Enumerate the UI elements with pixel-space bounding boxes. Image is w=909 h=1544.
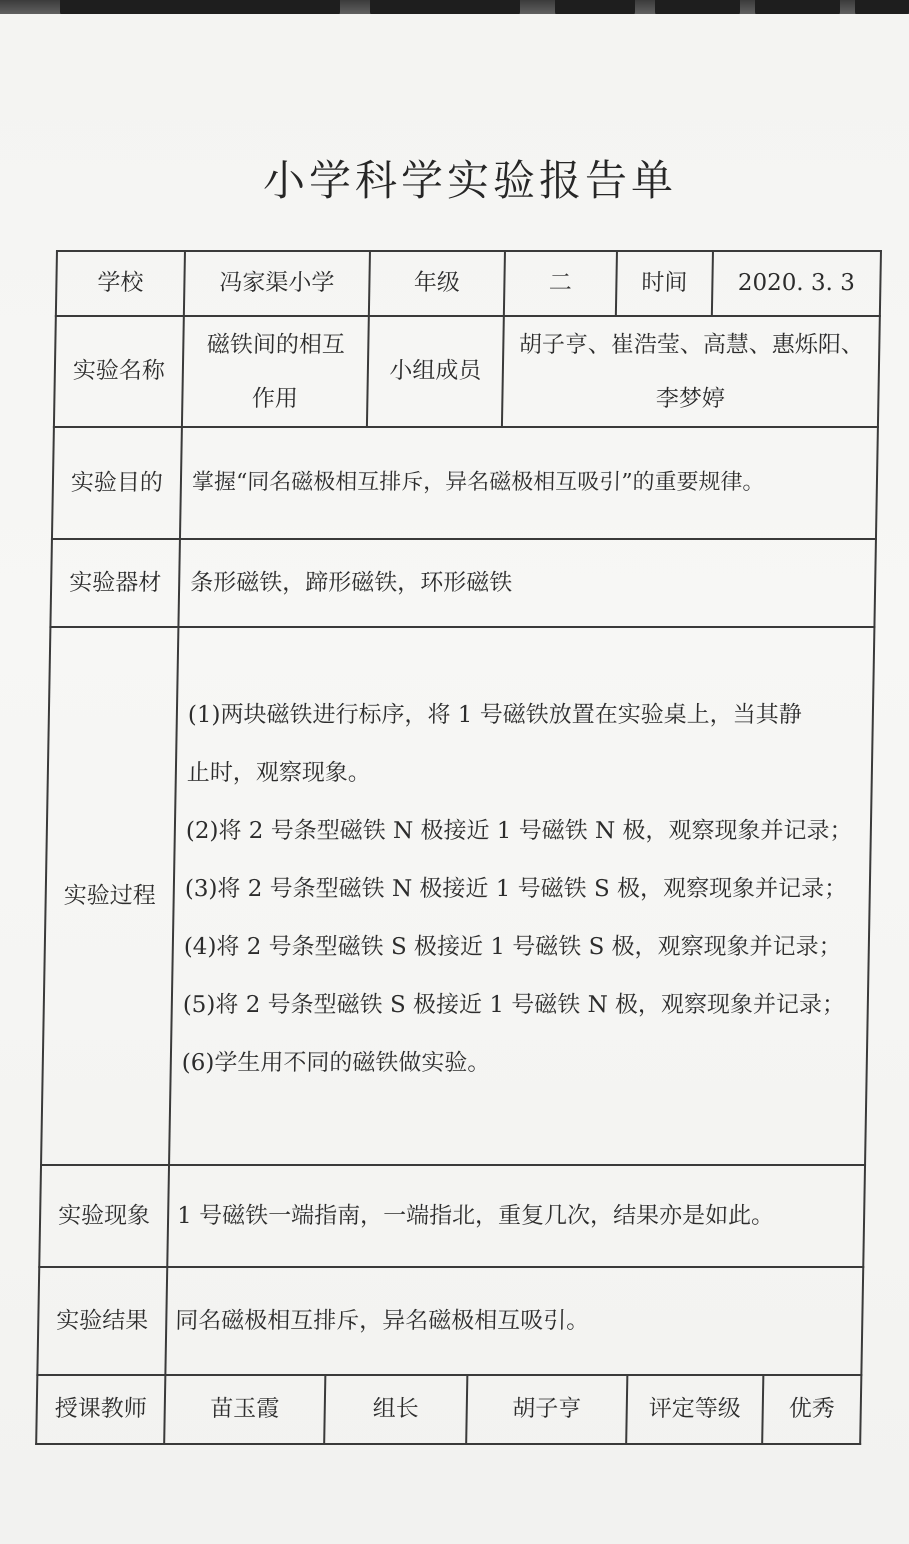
teacher-value: 苗玉霞 [210,1396,280,1423]
process-step: (6)学生用不同的磁铁做实验。 [181,1050,491,1076]
process-step: (2)将 2 号条型磁铁 N 极接近 1 号磁铁 N 极，观察现象并记录； [185,818,853,844]
group-members-value [503,317,879,426]
school-label: 学校 [97,270,144,297]
group-members-line: 李梦婷 [655,385,726,412]
experiment-name-label: 实验名称 [72,358,166,385]
teacher-label: 授课教师 [54,1396,147,1423]
experiment-name-line: 磁铁间的相互 [206,331,346,358]
equipment-value: 条形磁铁，蹄形磁铁，环形磁铁 [189,569,513,596]
time-value: 2020. 3. 3 [737,270,856,297]
rating-value: 优秀 [788,1396,835,1423]
experiment-name-line: 作用 [251,385,299,412]
purpose-value: 掌握“同名磁极相互排斥，异名磁极相互吸引”的重要规律。 [191,470,765,496]
phenomenon-label: 实验现象 [57,1202,151,1229]
report-title: 小学科学实验报告单 [262,156,677,205]
rating-label: 评定等级 [648,1396,741,1423]
result-label: 实验结果 [56,1307,149,1334]
experiment-name-value [183,317,368,426]
process-step: (1)两块磁铁进行标序，将 1 号磁铁放置在实验桌上，当其静 [187,702,802,728]
equipment-label: 实验器材 [68,569,162,596]
purpose-label: 实验目的 [70,469,164,496]
phenomenon-value: 1 号磁铁一端指南，一端指北，重复几次，结果亦是如此。 [176,1202,775,1229]
grade-label: 年级 [413,270,461,297]
group-members-line: 胡子亨、崔浩莹、高慧、惠烁阳、 [518,331,865,358]
process-step: 止时，观察现象。 [186,760,372,786]
table-border-bottom [35,1443,861,1445]
process-steps [181,686,868,1092]
time-label: 时间 [641,270,688,297]
group-members-label: 小组成员 [389,358,482,385]
process-step: (5)将 2 号条型磁铁 S 极接近 1 号磁铁 N 极，观察现象并记录； [182,992,846,1018]
result-value: 同名磁极相互排斥，异名磁极相互吸引。 [175,1307,590,1334]
grade-value: 二 [548,270,573,297]
school-value: 冯家渠小学 [219,270,335,297]
process-step: (3)将 2 号条型磁铁 N 极接近 1 号磁铁 S 极，观察现象并记录； [184,876,848,902]
process-label: 实验过程 [63,882,156,909]
process-step: (4)将 2 号条型磁铁 S 极接近 1 号磁铁 S 极，观察现象并记录； [183,934,842,960]
group-leader-value: 胡子亨 [512,1396,582,1423]
group-leader-label: 组长 [372,1396,419,1423]
report-form-table [23,250,884,1445]
